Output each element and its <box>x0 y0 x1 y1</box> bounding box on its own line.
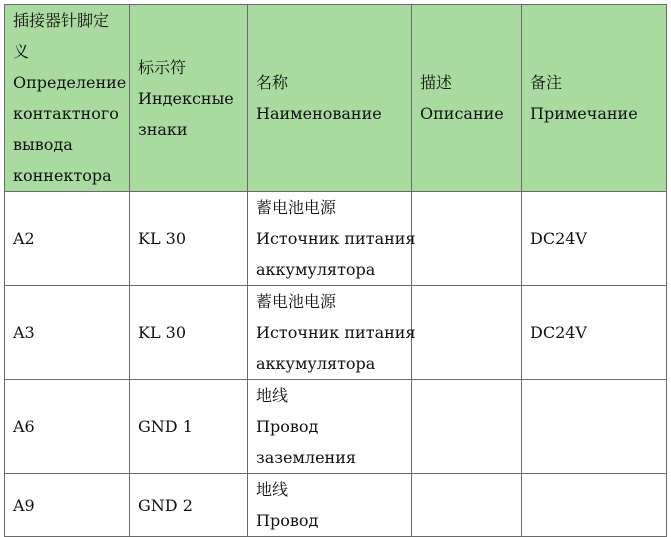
name-line: Источник питания <box>256 229 416 248</box>
name-line: 地线 <box>256 386 289 405</box>
header-description <box>412 5 522 192</box>
name-line: 蓄电池电源 <box>256 292 337 311</box>
header-pin-definition-ru: Определение контактного вывода коннектора <box>13 73 127 185</box>
header-description-ru: Описание <box>420 104 504 123</box>
description-cell <box>412 474 522 537</box>
note-cell <box>522 380 667 474</box>
name-line: заземления <box>256 448 356 467</box>
name-line: 地线 <box>256 480 289 499</box>
pin-cell: A2 <box>5 192 130 286</box>
name-line: Провод <box>256 511 319 530</box>
name-line: Провод <box>256 417 319 436</box>
name-cell <box>248 474 412 537</box>
connector-pin-table <box>4 4 667 537</box>
name-line: аккумулятора <box>256 260 376 279</box>
description-cell <box>412 286 522 380</box>
table-row <box>5 192 667 286</box>
header-index-ru: Индексные знаки <box>138 88 234 139</box>
header-note <box>522 5 667 192</box>
note-cell: DC24V <box>522 286 667 380</box>
name-line: 蓄电池电源 <box>256 198 337 217</box>
index-cell: KL 30 <box>130 192 248 286</box>
note-cell: DC24V <box>522 192 667 286</box>
header-name-ru: Наименование <box>256 104 382 123</box>
header-index-zh: 标示符 <box>138 57 187 77</box>
name-cell <box>248 380 412 474</box>
note-cell <box>522 474 667 537</box>
header-pin-definition-zh: 插接器针脚定义 <box>13 11 110 61</box>
pin-cell: A3 <box>5 286 130 380</box>
header-pin-definition <box>5 5 130 192</box>
index-cell: GND 2 <box>130 474 248 537</box>
header-note-zh: 备注 <box>530 73 563 92</box>
table-row <box>5 286 667 380</box>
table-row <box>5 474 667 537</box>
name-cell <box>248 192 416 286</box>
table-row <box>5 380 667 474</box>
header-name <box>248 5 412 192</box>
pin-cell: A9 <box>5 474 130 537</box>
header-note-ru: Примечание <box>530 104 638 123</box>
name-line: Источник питания <box>256 323 416 342</box>
header-name-zh: 名称 <box>256 73 289 92</box>
description-cell <box>412 380 522 474</box>
pin-cell: A6 <box>5 380 130 474</box>
index-cell: GND 1 <box>130 380 248 474</box>
name-line: аккумулятора <box>256 354 376 373</box>
description-cell <box>412 192 522 286</box>
index-cell: KL 30 <box>130 286 248 380</box>
name-cell <box>248 286 416 380</box>
header-index <box>130 5 248 192</box>
table-header-row <box>5 5 667 192</box>
header-description-zh: 描述 <box>420 73 453 92</box>
